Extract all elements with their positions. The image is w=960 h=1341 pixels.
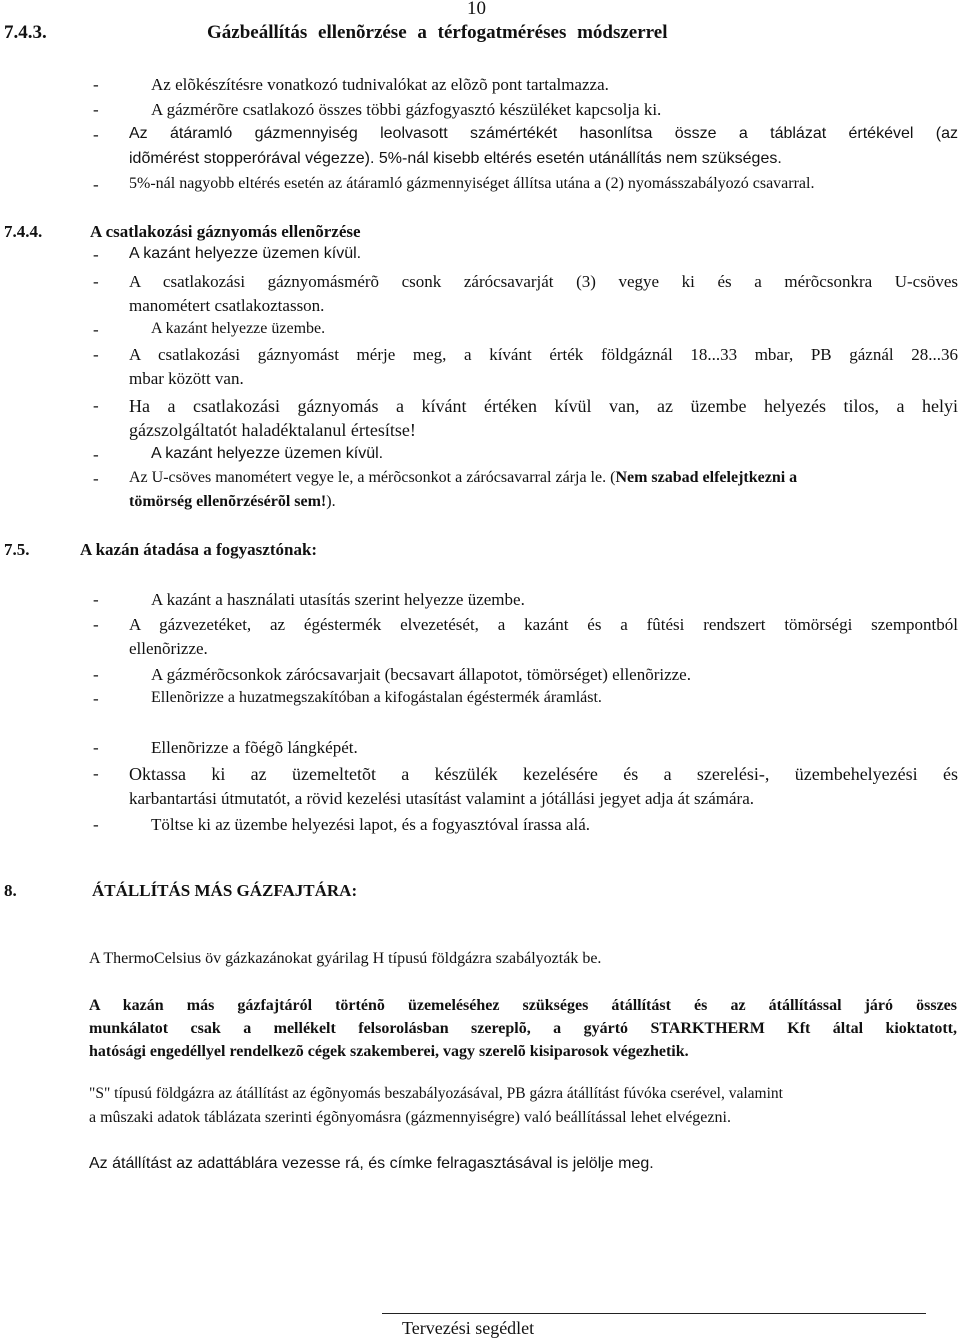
list-item-continuation: tömörség ellenõrzésérõl sem!). bbox=[129, 493, 336, 510]
list-item-continuation: manométert csatlakoztasson. bbox=[129, 296, 325, 315]
paragraph: Az átállítást az adattáblára vezesse rá, és címke felragasztásával is jelölje meg. bbox=[89, 1155, 654, 1172]
list-item: Az átáramló gázmennyiség leolvasott számértékét hasonlítsa össze a táblázat értékével (az bbox=[129, 125, 958, 142]
list-item: A csatlakozási gáznyomást mérje meg, a kívánt érték földgáznál 18...33 mbar, PB gáznál 28...36 bbox=[129, 345, 958, 364]
section-7-5-title: A kazán átadása a fogyasztónak: bbox=[80, 540, 318, 559]
list-item-continuation: mbar között van. bbox=[129, 369, 244, 388]
list-item-continuation: idõmérést stopperórával végezze). 5%-nál kisebb eltérés esetén utánállítás nem szükséges. bbox=[129, 150, 782, 167]
list-item-continuation: gázszolgáltatót haladéktalanul értesítse! bbox=[129, 420, 416, 440]
list-item: Az U-csöves manométert vegye le, a mérõcsonkot a zárócsavarral zárja le. (Nem szabad elfelejtkezni a bbox=[129, 469, 798, 486]
footer-divider bbox=[382, 1313, 926, 1314]
list-item: A gázmérõcsonkok zárócsavarjait (becsavart állapotot, tömörséget) ellenõrizze. bbox=[151, 665, 691, 684]
list-item-continuation: karbantartási útmutatót, a rövid kezelési utasítást valamint a jótállási jegyet adja át számára. bbox=[129, 789, 754, 808]
list-item: A csatlakozási gáznyomásmérõ csonk zárócsavarját (3) vegye ki és a mérõcsonkra U-csöves bbox=[129, 272, 958, 291]
list-item: A gázmérõre csatlakozó összes többi gázfogyasztó készüléket kapcsolja ki. bbox=[151, 100, 662, 119]
paragraph: A ThermoCelsius öv gázkazánokat gyárilag H típusú földgázra szabályozták be. bbox=[89, 950, 602, 967]
section-8-title: ÁTÁLLÍTÁS MÁS GÁZFAJTÁRA: bbox=[92, 881, 358, 900]
paragraph-line: munkálatot csak a mellékelt felsorolásban szereplõ, a gyártó STARKTHERM Kft által kioktatott, bbox=[89, 1020, 957, 1037]
list-item: A kazánt helyezze üzembe. bbox=[151, 320, 326, 337]
list-item: A kazánt helyezze üzemen kívül. bbox=[151, 445, 384, 462]
list-item: Az elõkészítésre vonatkozó tudnivalókat az elõzõ pont tartalmazza. bbox=[151, 75, 609, 94]
paragraph-line: "S" típusú földgázra az átállítást az égõnyomás beszabályozásával, PB gázra átállítást fúvóka cserével, valamint bbox=[89, 1085, 783, 1102]
list-item: A kazánt helyezze üzemen kívül. bbox=[129, 245, 362, 262]
list-item: Töltse ki az üzembe helyezési lapot, és a fogyasztóval írassa alá. bbox=[151, 815, 590, 834]
paragraph-line: A kazán más gázfajtáról történõ üzemeléséhez szükséges átállítást és az átállítással járó összes bbox=[89, 997, 957, 1014]
section-8-number: 8. bbox=[4, 881, 17, 900]
section-7-4-4-number: 7.4.4. bbox=[4, 222, 43, 241]
list-item: Oktassa ki az üzemeltetõt a készülék kezelésére és a szerelési-, üzembehelyezési és bbox=[129, 764, 958, 784]
paragraph-line: a mûszaki adatok táblázata szerinti égõnyomásra (gázmennyiségre) való beállítással lehet elvégezni. bbox=[89, 1109, 731, 1126]
list-item: Ellenõrizze a huzatmegszakítóban a kifogástalan égéstermék áramlást. bbox=[151, 689, 602, 706]
footer-text: Tervezési segédlet bbox=[402, 1318, 535, 1338]
list-item: A kazánt a használati utasítás szerint helyezze üzembe. bbox=[151, 590, 525, 609]
page-number: 10 bbox=[467, 0, 486, 19]
section-7-4-4-title: A csatlakozási gáznyomás ellenõrzése bbox=[90, 222, 361, 241]
section-7-4-3-title: Gázbeállítás ellenõrzése a térfogatméréses módszerrel bbox=[207, 22, 668, 43]
list-item-continuation: ellenõrizze. bbox=[129, 639, 208, 658]
list-item: 5%-nál nagyobb eltérés esetén az átáramló gázmennyiséget állítsa utána a (2) nyomásszabályozó csavarral. bbox=[129, 175, 815, 192]
section-7-4-3-number: 7.4.3. bbox=[4, 22, 47, 43]
list-item: Ha a csatlakozási gáznyomás a kívánt értéken kívül van, az üzembe helyezés tilos, a helyi bbox=[129, 396, 958, 416]
list-item: Ellenõrizze a fõégõ lángképét. bbox=[151, 738, 358, 757]
list-item: A gázvezetéket, az égéstermék elvezetését, a kazánt és a fûtési rendszert tömörségi szempontból bbox=[129, 615, 958, 634]
section-7-5-number: 7.5. bbox=[4, 540, 30, 559]
paragraph-line: hatósági engedéllyel rendelkezõ cégek szakemberei, vagy szerelõ kisiparosok végezhetik. bbox=[89, 1043, 689, 1060]
